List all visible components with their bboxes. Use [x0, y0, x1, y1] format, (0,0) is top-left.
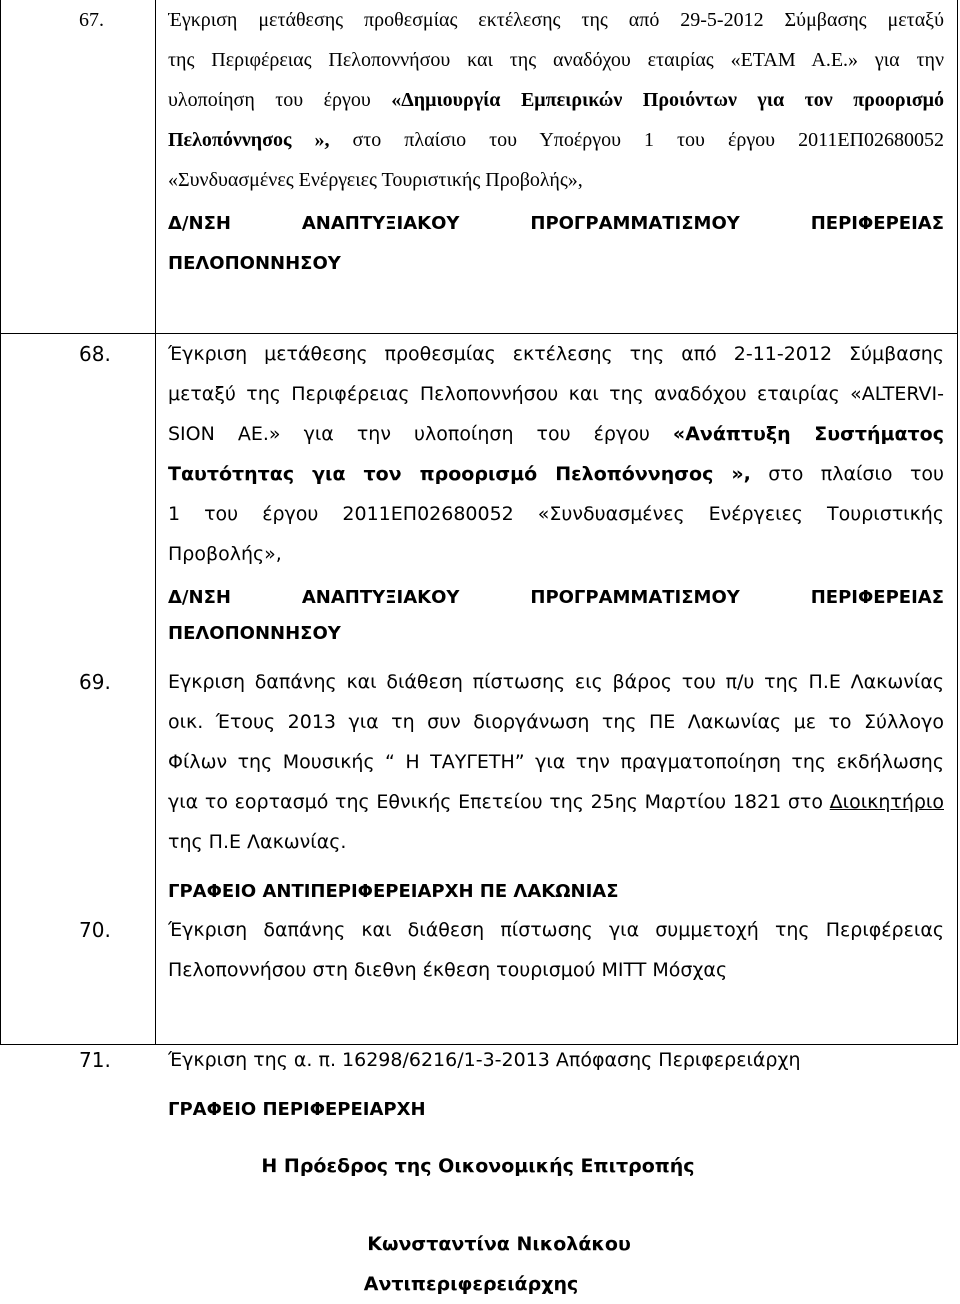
item-text-line: Προβολής»,	[168, 543, 282, 565]
item-text-line: της Π.Ε Λακωνίας.	[168, 831, 347, 853]
item-text-line	[168, 414, 944, 454]
table-column-divider	[155, 0, 156, 1045]
item-text-line	[168, 80, 944, 120]
agenda-item-68	[168, 334, 944, 650]
agenda-item-70	[168, 910, 944, 990]
item-text-line: μεταξύ της Περιφέρειας Πελοποννήσου και της αναδόχου εταιρίας «ALTERVI-	[168, 383, 944, 405]
item-text-line: Έγκριση της α. π. 16298/6216/1-3-2013 Απόφασης Περιφερειάρχη	[168, 1049, 801, 1071]
item-text-line: της Περιφέρειας Πελοποννήσου και της αναδόχου εταιρίας «ΕΤΑΜ Α.Ε.» για την	[168, 49, 944, 71]
agenda-item-71	[168, 1040, 944, 1130]
item-text-line: «Συνδυασμένες Ενέργειες Τουριστικής Προβολής»,	[168, 169, 583, 191]
item-text: SION ΑΕ.» για την υλοποίηση του έργου	[168, 423, 673, 445]
item-text-line	[168, 454, 944, 494]
item-text: στο πλαίσιο του	[768, 463, 944, 485]
project-title: «Ανάπτυξη Συστήματος	[672, 423, 944, 445]
item-text-line: Πελοποννήσου στη διεθνη έκθεση τουρισμού MITT Μόσχας	[168, 959, 728, 981]
item-number: 71.	[79, 1048, 111, 1072]
item-text-line: Έγκριση δαπάνης και διάθεση πίστωσης για συμμετοχή της Περιφέρειας	[168, 919, 944, 941]
department-heading: ΓΡΑΦΕΙΟ ΠΕΡΙΦΕΡΕΙΑΡΧΗ	[168, 1099, 426, 1120]
underlined-text: Διοικητήριο	[829, 791, 944, 813]
item-text-line: οικ. Έτους 2013 για τη συν διοργάνωση της ΠΕ Λακωνίας με το Σύλλογο	[168, 711, 944, 733]
department-heading: ΠΕΛΟΠΟΝΝΗΣΟΥ	[168, 253, 341, 274]
item-text-line: Εγκριση δαπάνης και διάθεση πίστωσης εις βάρος του π/υ της Π.Ε Λακωνίας	[168, 671, 944, 693]
item-text-line: Έγκριση μετάθεσης προθεσμίας εκτέλεσης της από 2-11-2012 Σύμβασης	[168, 343, 944, 365]
project-title: «Δημιουργία Εμπειρικών Προιόντων για τον προορισμό	[391, 89, 944, 111]
project-title: Ταυτότητας για τον προορισμό Πελοπόννησος »,	[168, 463, 751, 485]
agenda-item-67	[168, 0, 944, 284]
item-text: για το εορτασμό της Εθνικής Επετείου της 25ης Μαρτίου 1821 στο	[168, 791, 830, 813]
table-right-border	[957, 0, 958, 1045]
item-number: 67.	[79, 9, 104, 31]
item-text: στο πλαίσιο του Υποέργου 1 του έργου 2011ΕΠ02680052	[329, 129, 944, 151]
item-number: 69.	[79, 670, 111, 694]
department-heading: Δ/ΝΣΗ ΑΝΑΠΤΥΞΙΑΚΟΥ ΠΡΟΓΡΑΜΜΑΤΙΣΜΟΥ ΠΕΡΙΦΕΡΕΙΑΣ	[168, 213, 944, 234]
item-number: 68.	[79, 342, 111, 366]
signature-name: Κωνσταντίνα Νικολάκου	[367, 1233, 631, 1255]
agenda-item-69	[168, 662, 944, 912]
item-text-line: Φίλων της Μουσικής “ Η ΤΑΥΓΕΤΗ” για την πραγματοποίηση της εκδήλωσης	[168, 751, 944, 773]
project-title: Πελοπόννησος »,	[168, 129, 330, 151]
department-heading: ΠΕΛΟΠΟΝΝΗΣΟΥ	[168, 623, 341, 644]
item-number: 70.	[79, 918, 111, 942]
item-text-line	[168, 782, 944, 822]
item-text-line: 1 του έργου 2011ΕΠ02680052 «Συνδυασμένες Ενέργειες Τουριστικής	[168, 503, 944, 525]
item-text: υλοποίηση του έργου	[168, 89, 392, 111]
department-heading: Δ/ΝΣΗ ΑΝΑΠΤΥΞΙΑΚΟΥ ΠΡΟΓΡΑΜΜΑΤΙΣΜΟΥ ΠΕΡΙΦΕΡΕΙΑΣ	[168, 587, 944, 608]
item-text-line: Έγκριση μετάθεσης προθεσμίας εκτέλεσης της από 29-5-2012 Σύμβασης μεταξύ	[168, 9, 944, 31]
item-text-line	[168, 120, 944, 160]
table-left-border	[0, 0, 1, 1045]
signature-role-title: Η Πρόεδρος της Οικονομικής Επιτροπής	[261, 1155, 695, 1177]
department-heading: ΓΡΑΦΕΙΟ ΑΝΤΙΠΕΡΙΦΕΡΕΙΑΡΧΗ ΠΕ ΛΑΚΩΝΙΑΣ	[168, 881, 619, 902]
signature-position: Αντιπεριφερειάρχης	[363, 1273, 579, 1295]
